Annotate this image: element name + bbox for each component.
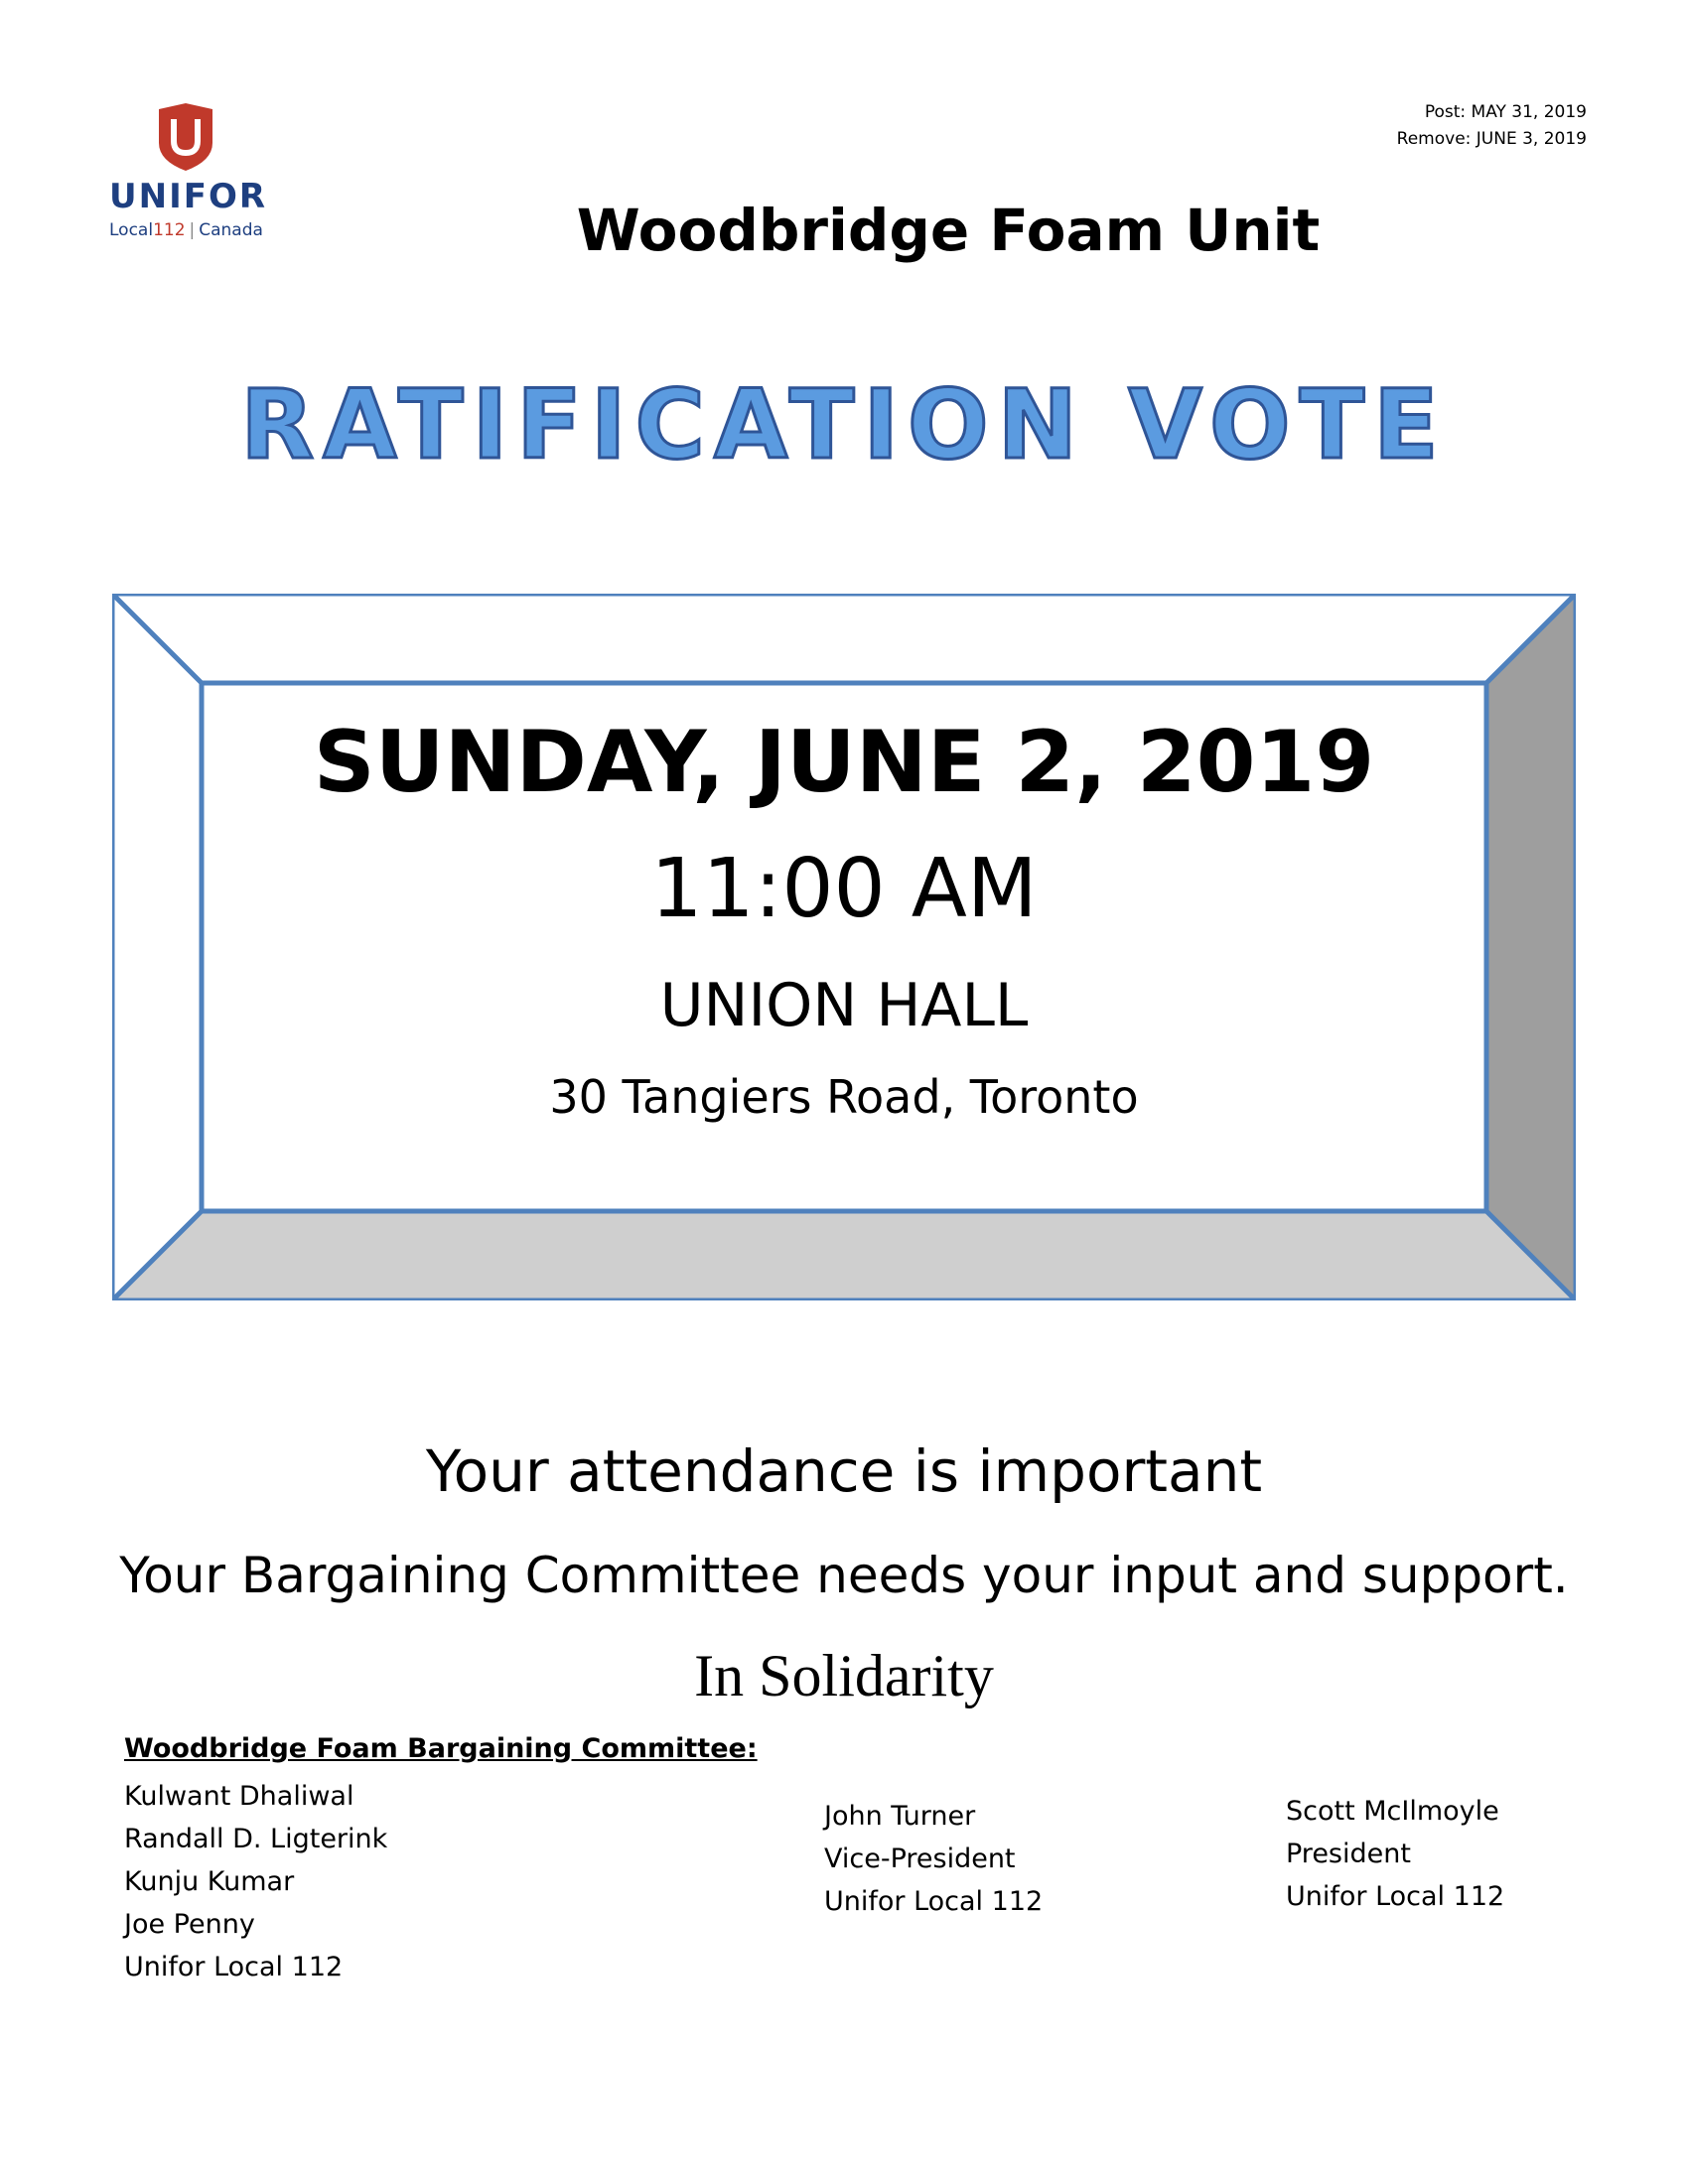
committee-member: Kunju Kumar — [124, 1866, 295, 1897]
event-time: 11:00 AM — [650, 842, 1038, 936]
event-venue: UNION HALL — [659, 971, 1029, 1040]
logo-subtitle: Local112 | Canada — [109, 220, 263, 240]
committee-members — [124, 1775, 387, 1988]
committee-member: Randall D. Ligterink — [124, 1824, 388, 1854]
post-date: Post: MAY 31, 2019 — [1424, 102, 1587, 122]
closing-solidarity: In Solidarity — [694, 1643, 994, 1708]
committee-heading: Woodbridge Foam Bargaining Committee: — [124, 1733, 758, 1764]
president-title: President — [1286, 1839, 1411, 1869]
remove-date: Remove: JUNE 3, 2019 — [1396, 129, 1587, 149]
committee-message: Your Bargaining Committee needs your input and support. — [119, 1547, 1569, 1604]
post-info — [1397, 99, 1587, 153]
committee-member: Joe Penny — [124, 1909, 255, 1940]
shield-icon — [157, 103, 214, 171]
vp-name: John Turner — [824, 1801, 976, 1832]
committee-member: Kulwant Dhaliwal — [124, 1781, 354, 1812]
vp-title: Vice-President — [824, 1843, 1016, 1874]
logo-brand: UNIFOR — [109, 177, 268, 216]
committee-org: Unifor Local 112 — [124, 1952, 344, 1982]
president-name: Scott McIlmoyle — [1286, 1796, 1499, 1827]
unit-title: Woodbridge Foam Unit — [576, 197, 1321, 264]
signature-president — [1286, 1790, 1504, 1918]
event-details — [204, 683, 1484, 1211]
headline: RATIFICATION VOTE — [240, 369, 1448, 480]
president-org: Unifor Local 112 — [1286, 1881, 1505, 1912]
attendance-message: Your attendance is important — [425, 1437, 1263, 1505]
vp-org: Unifor Local 112 — [824, 1886, 1044, 1917]
signature-vice-president — [824, 1795, 1043, 1923]
event-address: 30 Tangiers Road, Toronto — [549, 1070, 1139, 1124]
event-date: SUNDAY, JUNE 2, 2019 — [313, 713, 1375, 812]
